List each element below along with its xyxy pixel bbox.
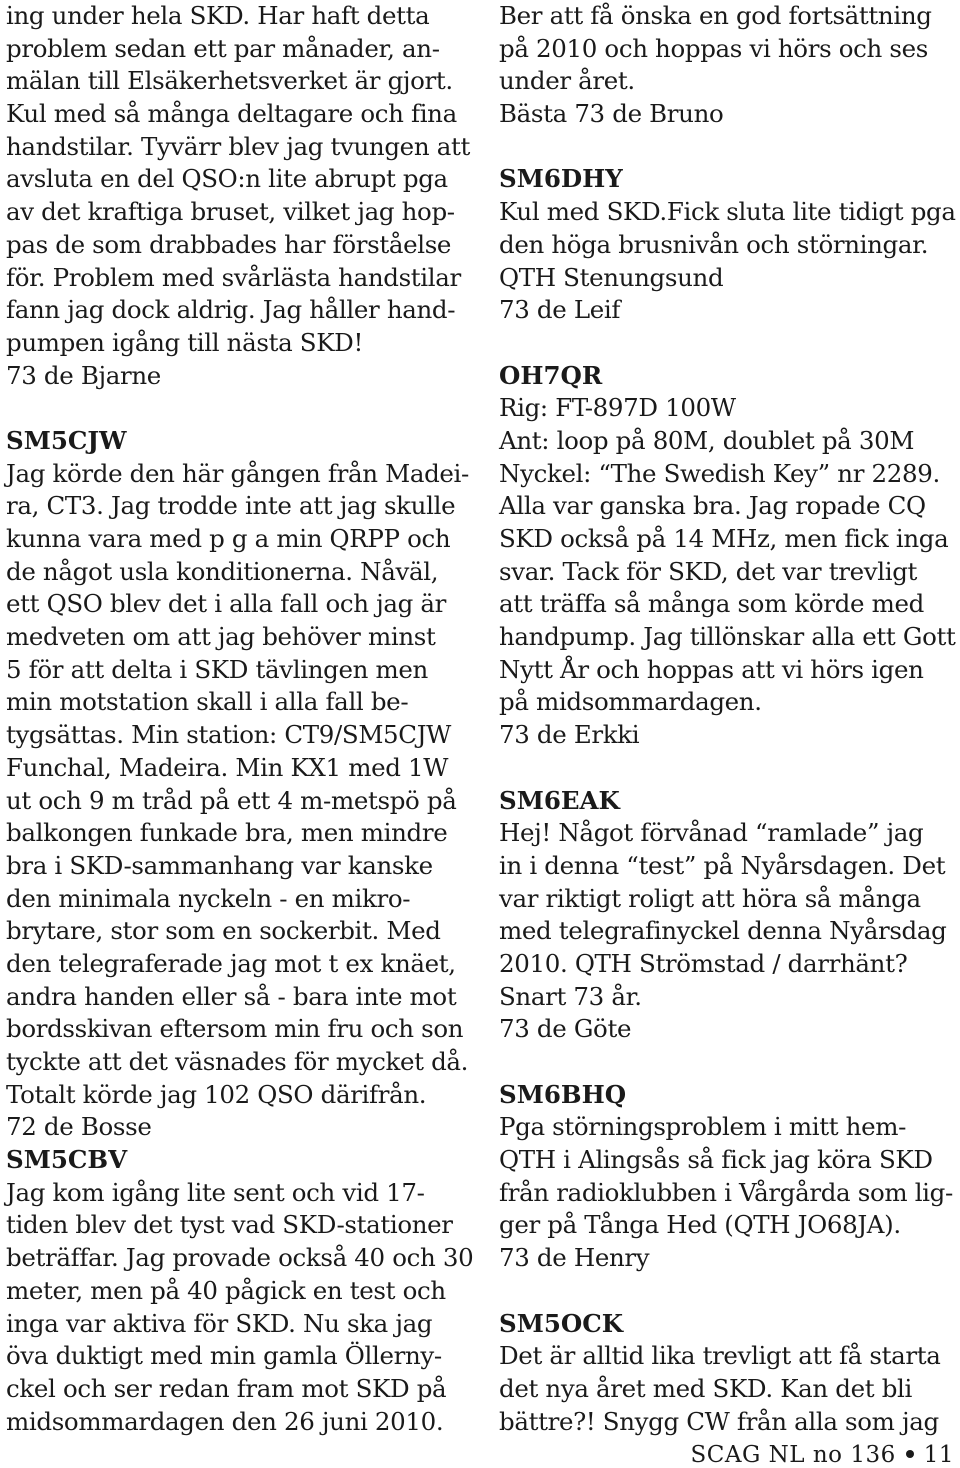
text-line: Alla var ganska bra. Jag ropade CQ: [499, 491, 926, 521]
text-line: andra handen eller så - bara inte mot: [6, 981, 457, 1011]
text-line: med telegrafinyckel denna Nyårsdag: [499, 916, 947, 946]
text-line: under året.: [499, 66, 635, 96]
text-line: QTH i Alingsås så fick jag köra SKD: [499, 1145, 933, 1175]
text-line: de något usla konditionerna. Nåväl,: [6, 556, 439, 586]
section-heading: SM6EAK: [499, 785, 620, 815]
text-line: den höga brusnivån och störningar.: [499, 229, 929, 259]
section-sm6bhq: [499, 1079, 957, 1275]
text-line: att träffa så många som körde med: [499, 589, 924, 619]
text-line: ut och 9 m tråd på ett 4 m-metspö på: [6, 785, 457, 815]
text-line: Ant: loop på 80M, doublet på 30M: [499, 425, 915, 455]
text-line: på midsommardagen.: [499, 687, 762, 717]
section-heading: SM5CBV: [6, 1145, 128, 1175]
section-oh7qr: [499, 360, 957, 752]
text-line: Kul med SKD.Fick sluta lite tidigt pga: [499, 197, 956, 227]
section-heading: SM6BHQ: [499, 1079, 627, 1109]
text-line: bra i SKD-sammanhang var kanske: [6, 850, 433, 880]
text-line: på 2010 och hoppas vi hörs och ses: [499, 33, 928, 63]
text-line: midsommardagen den 26 juni 2010.: [6, 1406, 444, 1436]
publication-name: SCAG NL no 136: [690, 1442, 896, 1468]
bullet-icon: [906, 1450, 914, 1458]
text-line: svar. Tack för SKD, det var trevligt: [499, 556, 918, 586]
section-sm6eak: [499, 785, 957, 1047]
text-line: Funchal, Madeira. Min KX1 med 1W: [6, 752, 449, 782]
section-heading: SM6DHY: [499, 164, 623, 194]
text-line: från radioklubben i Vårgårda som lig-: [499, 1177, 953, 1207]
text-line: Kul med så många deltagare och fina: [6, 99, 457, 129]
text-line: fann jag dock aldrig. Jag håller hand-: [6, 295, 456, 325]
intro-text: [6, 0, 468, 392]
intro-text: [499, 0, 957, 131]
text-line: Hej! Något förvånad “ramlade” jag: [499, 818, 924, 848]
text-line: handpump. Jag tillönskar alla ett Gott: [499, 622, 956, 652]
text-line: balkongen funkade bra, men mindre: [6, 818, 448, 848]
text-line: in i denna “test” på Nyårsdagen. Det: [499, 850, 946, 880]
text-line: öva duktigt med min gamla Öllerny-: [6, 1341, 442, 1371]
text-line: ra, CT3. Jag trodde inte att jag skulle: [6, 491, 456, 521]
text-line: 2010. QTH Strömstad / darrhänt?: [499, 948, 908, 978]
section-heading: SM5OCK: [499, 1308, 623, 1338]
section-sm5cjw: [6, 425, 468, 1144]
spacer: [499, 1046, 957, 1079]
spacer: [499, 752, 957, 785]
text-line: Snart 73 år.: [499, 981, 642, 1011]
text-line: Totalt körde jag 102 QSO därifrån.: [6, 1079, 427, 1109]
spacer: [499, 1275, 957, 1308]
section-sm5cbv: [6, 1144, 474, 1438]
text-line: pumpen igång till nästa SKD!: [6, 327, 363, 357]
text-line: beträffar. Jag provade också 40 och 30: [6, 1243, 474, 1273]
text-line: QTH Stenungsund: [499, 262, 724, 292]
text-line: 5 för att delta i SKD tävlingen men: [6, 654, 428, 684]
text-line: brytare, stor som en sockerbit. Med: [6, 916, 441, 946]
text-line: Jag körde den här gången från Madei-: [6, 458, 469, 488]
text-line: inga var aktiva för SKD. Nu ska jag: [6, 1308, 433, 1338]
text-line: för. Problem med svårlästa handstilar: [6, 262, 461, 292]
text-line: SKD också på 14 MHz, men fick inga: [499, 524, 949, 553]
signature: Bästa 73 de Bruno: [499, 99, 724, 129]
signature: 73 de Henry: [499, 1243, 650, 1273]
section-sm6dhy: [499, 163, 957, 326]
signature: 73 de Göte: [499, 1014, 632, 1044]
text-line: Nytt År och hoppas att vi hörs igen: [499, 654, 924, 684]
signature: 73 de Erkki: [499, 720, 640, 750]
text-line: den telegraferade jag mot t ex knäet,: [6, 948, 456, 978]
signature: 72 de Bosse: [6, 1112, 152, 1142]
left-column: [6, 0, 474, 1438]
text-line: var riktigt roligt att höra så många: [499, 883, 921, 913]
spacer: [6, 392, 468, 425]
text-line: det nya året med SKD. Kan det bli: [499, 1373, 913, 1403]
text-line: meter, men på 40 pågick en test och: [6, 1275, 446, 1305]
section-sm5ock: [499, 1308, 957, 1439]
page-number: 11: [923, 1442, 954, 1468]
text-line: Ber att få önska en god fortsättning: [499, 1, 932, 30]
text-line: mälan till Elsäkerhetsverket är gjort.: [6, 66, 453, 96]
text-line: ger på Tånga Hed (QTH JO68JA).: [499, 1210, 901, 1240]
spacer: [499, 131, 957, 164]
text-line: Det är alltid lika trevligt att få starta: [499, 1341, 941, 1371]
text-line: bättre?! Snygg CW från alla som jag: [499, 1406, 939, 1436]
text-line: ckel och ser redan fram mot SKD på: [6, 1373, 447, 1403]
text-line: Rig: FT-897D 100W: [499, 393, 736, 423]
page-footer: [690, 1442, 954, 1468]
text-line: avsluta en del QSO:n lite abrupt pga: [6, 164, 448, 194]
spacer: [499, 327, 957, 360]
text-line: tyckte att det väsnades för mycket då.: [6, 1047, 469, 1076]
signature: 73 de Leif: [499, 295, 621, 325]
text-line: tygsättas. Min station: CT9/SM5CJW: [6, 720, 451, 750]
right-column: [499, 0, 957, 1438]
signature: 73 de Bjarne: [6, 360, 161, 390]
text-line: min motstation skall i alla fall be-: [6, 687, 409, 717]
text-line: ett QSO blev det i alla fall och jag är: [6, 589, 446, 619]
text-line: Jag kom igång lite sent och vid 17-: [6, 1177, 425, 1207]
section-heading: SM5CJW: [6, 425, 127, 455]
text-line: Nyckel: “The Swedish Key” nr 2289.: [499, 458, 940, 488]
section-heading: OH7QR: [499, 360, 603, 390]
text-line: tiden blev det tyst vad SKD-stationer: [6, 1210, 453, 1240]
text-line: handstilar. Tyvärr blev jag tvungen att: [6, 131, 470, 161]
text-line: medveten om att jag behöver minst: [6, 622, 436, 652]
text-line: problem sedan ett par månader, an-: [6, 33, 440, 63]
text-line: kunna vara med p g a min QRPP och: [6, 524, 451, 553]
text-line: pas de som drabbades har förståelse: [6, 229, 452, 259]
text-line: den minimala nyckeln - en mikro-: [6, 883, 411, 913]
text-line: ing under hela SKD. Har haft detta: [6, 1, 430, 30]
text-line: av det kraftiga bruset, vilket jag hop-: [6, 197, 455, 227]
text-line: Pga störningsproblem i mitt hem-: [499, 1112, 907, 1142]
text-line: bordsskivan eftersom min fru och son: [6, 1014, 464, 1044]
